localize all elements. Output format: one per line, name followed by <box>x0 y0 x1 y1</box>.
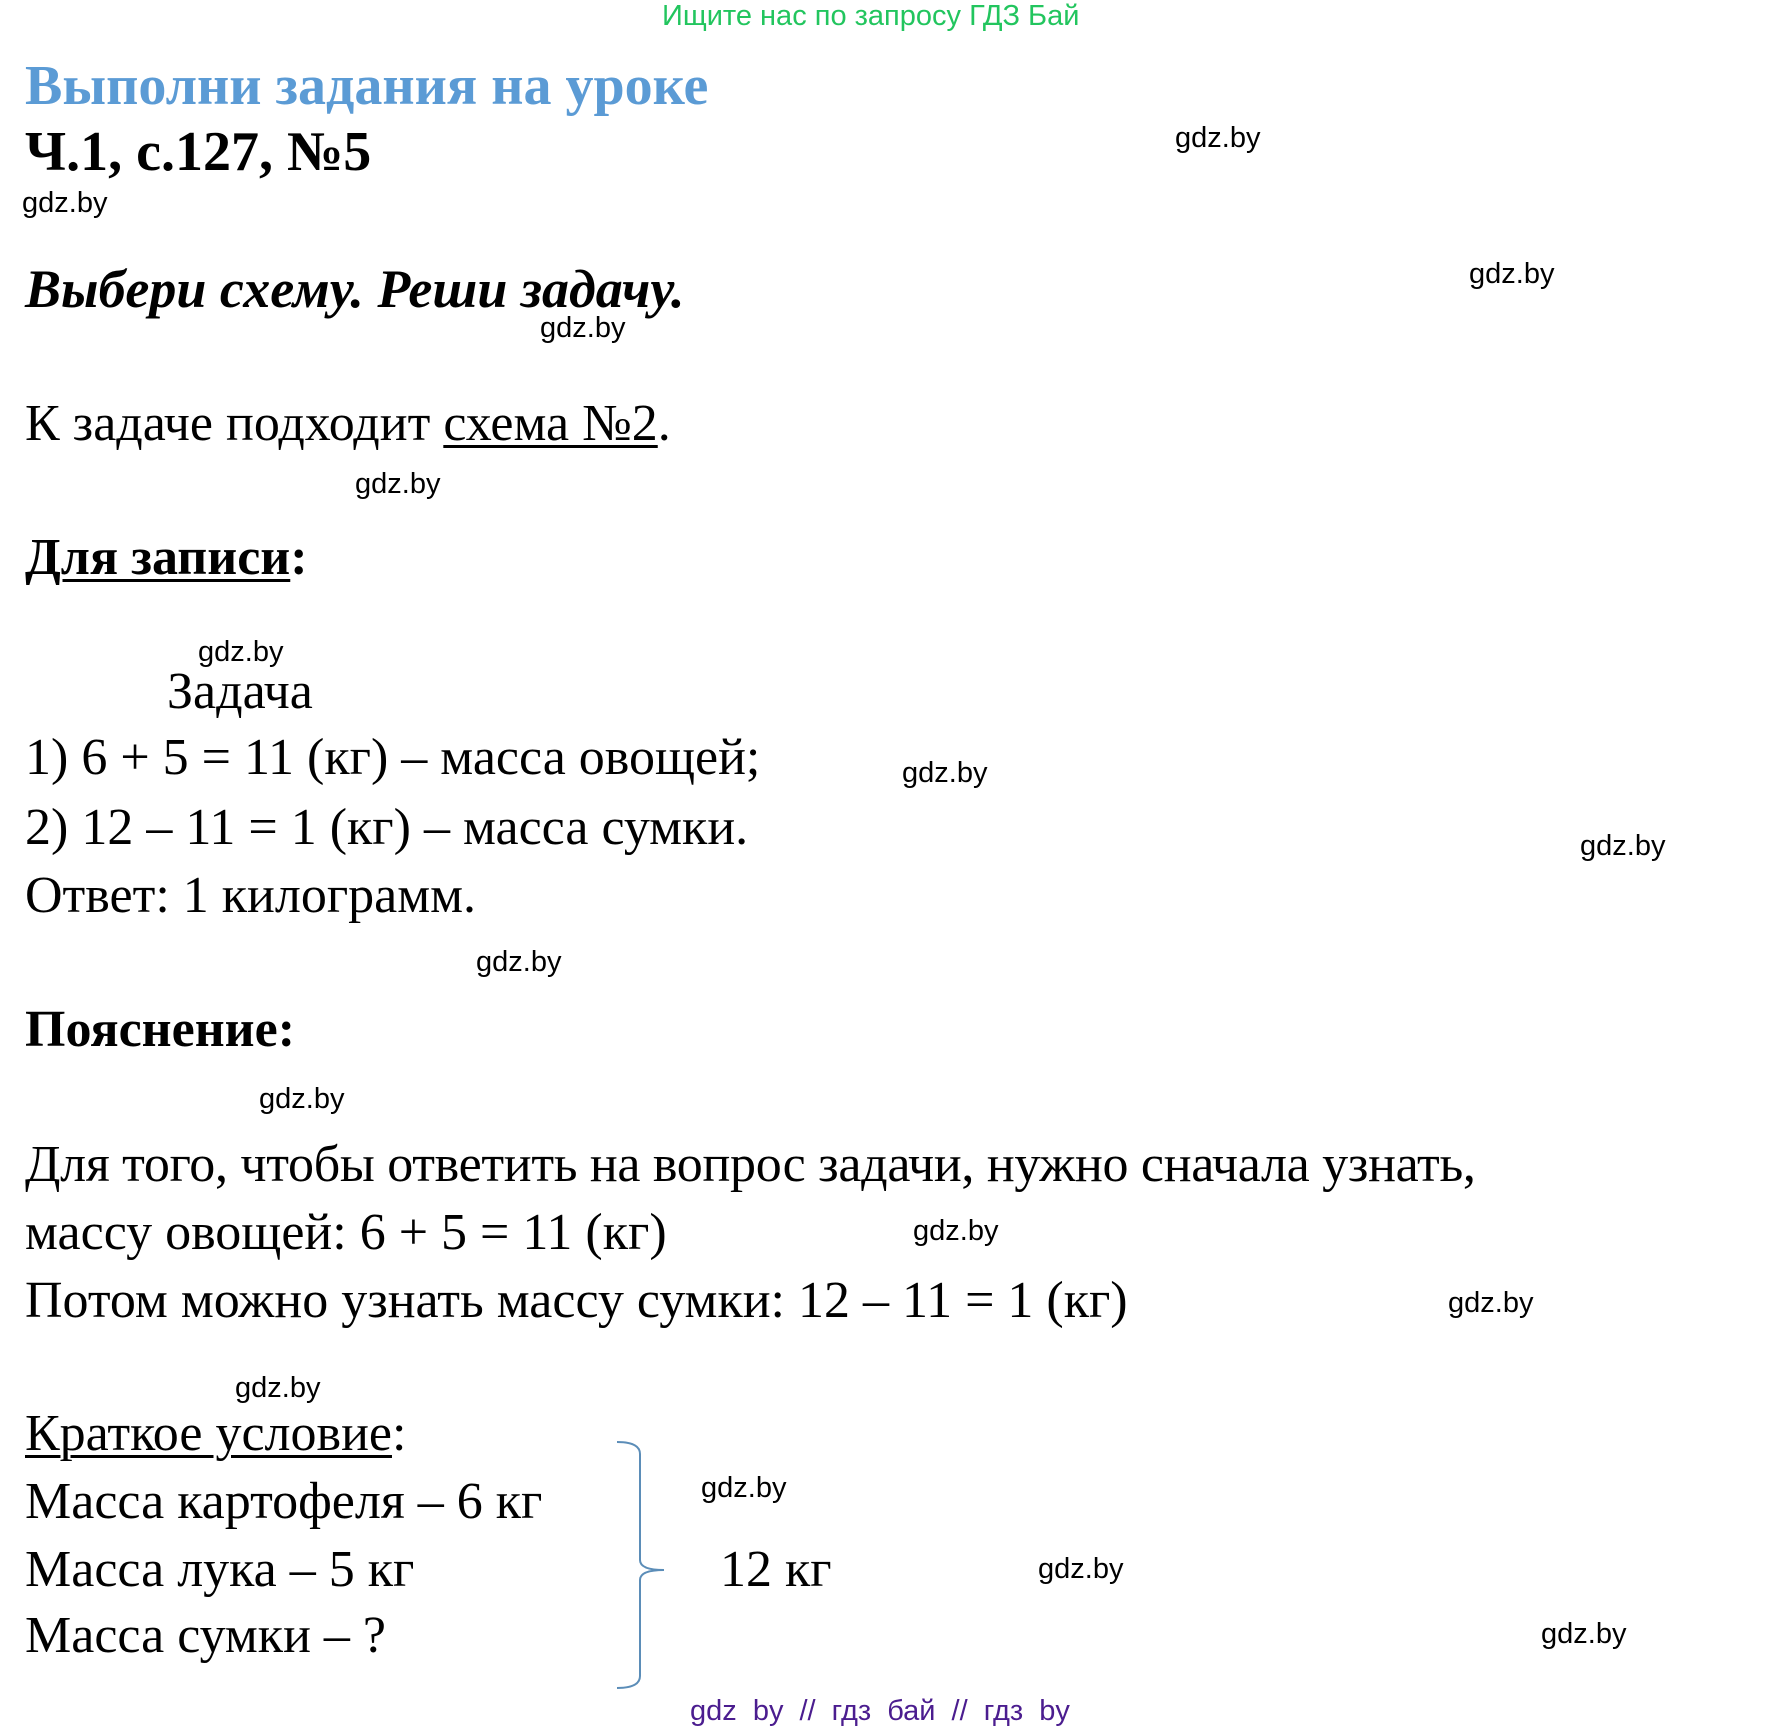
condition-heading-text: Краткое условие <box>25 1405 392 1462</box>
watermark: gdz.by <box>198 636 284 668</box>
scheme-link: схема №2 <box>443 395 658 452</box>
watermark: gdz.by <box>913 1215 999 1247</box>
condition-total: 12 кг <box>720 1541 832 1598</box>
explanation-line: массу овощей: 6 + 5 = 11 (кг) <box>25 1204 667 1261</box>
watermark: gdz.by <box>355 468 441 500</box>
watermark: gdz.by <box>1175 122 1261 154</box>
colon: : <box>391 1405 407 1462</box>
answer-line: Ответ: 1 килограмм. <box>25 867 477 924</box>
watermark: gdz.by <box>540 312 626 344</box>
exercise-number: Ч.1, с.127, №5 <box>25 121 372 183</box>
watermark: gdz.by <box>1038 1553 1124 1585</box>
watermark: gdz.by <box>1469 258 1555 290</box>
record-heading-text: Для записи <box>25 529 291 586</box>
record-heading <box>25 529 308 586</box>
scheme-answer <box>25 395 671 452</box>
solution-line: 2) 12 – 11 = 1 (кг) – масса сумки. <box>25 799 749 856</box>
task-statement: Выбери схему. Реши задачу. <box>25 259 685 319</box>
watermark: gdz.by <box>1448 1287 1534 1319</box>
curly-brace <box>612 1440 672 1692</box>
watermark: gdz.by <box>1580 830 1666 862</box>
condition-line: Масса лука – 5 кг <box>25 1541 415 1598</box>
solution-line: 1) 6 + 5 = 11 (кг) – масса овощей; <box>25 729 761 786</box>
scheme-prefix: К задаче подходит <box>25 395 444 452</box>
watermark: gdz.by <box>476 946 562 978</box>
explanation-line: Потом можно узнать массу сумки: 12 – 11 = 1 (кг) <box>25 1272 1128 1329</box>
solution-heading: Задача <box>167 663 313 720</box>
watermark: gdz.by <box>902 757 988 789</box>
scheme-suffix: . <box>657 395 671 452</box>
page-title: Выполни задания на уроке <box>25 55 709 117</box>
watermark: gdz.by <box>22 187 108 219</box>
search-banner: Ищите нас по запросу ГДЗ Бай <box>662 0 1080 32</box>
watermark: gdz.by <box>1541 1618 1627 1650</box>
explanation-heading: Пояснение: <box>25 1001 296 1058</box>
condition-line: Масса сумки – ? <box>25 1607 386 1664</box>
condition-heading <box>25 1405 407 1462</box>
explanation-line: Для того, чтобы ответить на вопрос задачи, нужно сначала узнать, <box>25 1136 1476 1193</box>
colon: : <box>290 529 308 586</box>
watermark: gdz.by <box>259 1083 345 1115</box>
watermark: gdz.by <box>235 1372 321 1404</box>
footer-watermark: gdz by // гдз бай // гдз by <box>690 1695 1070 1727</box>
watermark: gdz.by <box>701 1472 787 1504</box>
condition-line: Масса картофеля – 6 кг <box>25 1473 543 1530</box>
